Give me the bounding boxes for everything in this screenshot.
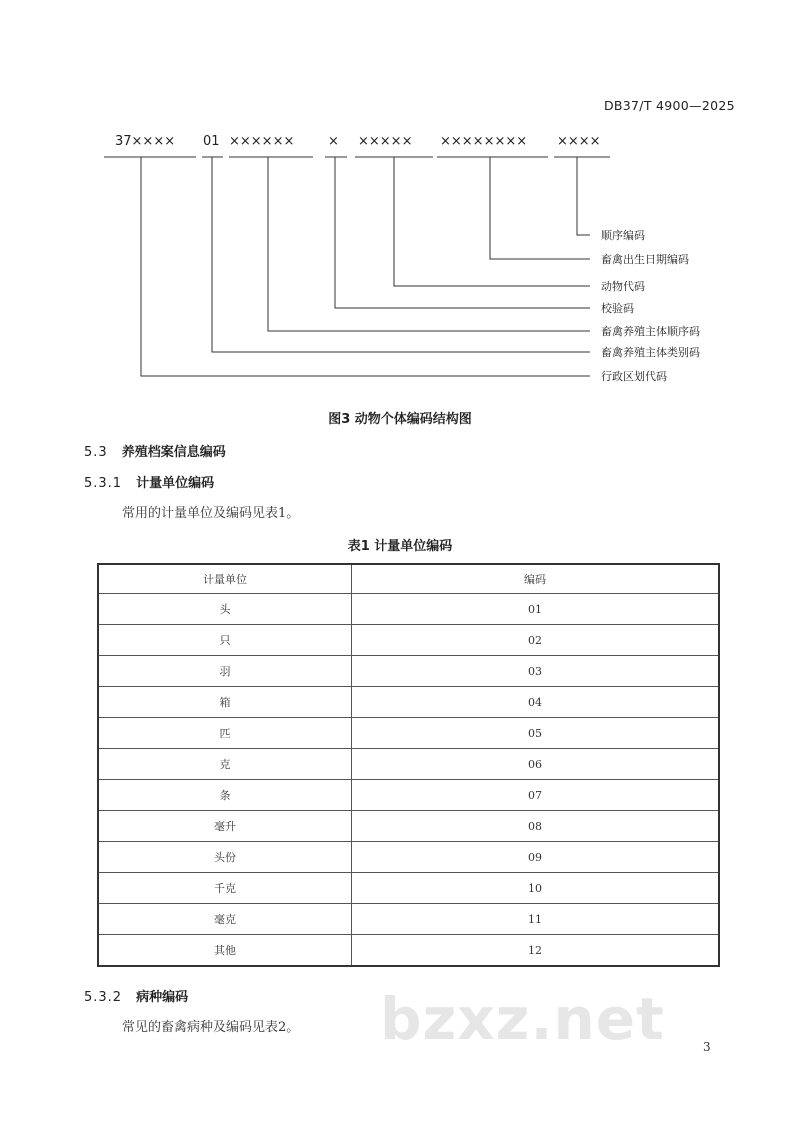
page-number: 3	[703, 1040, 711, 1054]
table-row	[98, 873, 719, 904]
section-title: 养殖档案信息编码	[121, 445, 226, 460]
section-title: 计量单位编码	[136, 476, 215, 491]
units-table	[97, 563, 720, 967]
code-segment-sequence: ××××××	[229, 134, 295, 149]
code-cell: 05	[352, 718, 720, 749]
section-5-3-2-heading	[84, 986, 188, 1005]
coding-structure-diagram	[0, 0, 800, 400]
section-number: 5.3.2	[84, 990, 123, 1005]
table-row	[98, 625, 719, 656]
code-cell: 01	[352, 594, 720, 625]
table-row	[98, 780, 719, 811]
unit-cell: 箱	[98, 687, 352, 718]
code-segment-animal: ×××××	[358, 134, 413, 149]
paragraph-table1-reference: 常用的计量单位及编码见表1。	[122, 506, 300, 521]
unit-cell: 只	[98, 625, 352, 656]
figure-caption: 图3 动物个体编码结构图	[328, 412, 472, 427]
unit-cell: 头	[98, 594, 352, 625]
section-5-3-1-heading	[84, 472, 214, 491]
label-farm-sequence-code: 畜禽养殖主体顺序码	[601, 325, 700, 338]
watermark: bzxz.net	[380, 985, 665, 1053]
section-number: 5.3	[84, 445, 108, 460]
unit-cell: 克	[98, 749, 352, 780]
paragraph-table2-reference: 常见的畜禽病种及编码见表2。	[122, 1020, 300, 1035]
section-number: 5.3.1	[84, 476, 123, 491]
table-row	[98, 935, 719, 967]
connector-lines	[141, 157, 590, 376]
unit-cell: 毫升	[98, 811, 352, 842]
label-order-code: 顺序编码	[601, 229, 645, 242]
code-cell: 07	[352, 780, 720, 811]
code-cell: 11	[352, 904, 720, 935]
table-caption: 表1 计量单位编码	[347, 539, 453, 554]
label-farm-category-code: 畜禽养殖主体类别码	[601, 346, 700, 359]
label-check-code: 校验码	[601, 302, 634, 315]
table-row	[98, 594, 719, 625]
code-cell: 04	[352, 687, 720, 718]
section-title: 病种编码	[136, 990, 189, 1005]
document-code: DB37/T 4900—2025	[604, 98, 735, 113]
code-cell: 12	[352, 935, 720, 967]
unit-cell: 其他	[98, 935, 352, 967]
header-unit: 计量单位	[98, 564, 352, 594]
code-cell: 02	[352, 625, 720, 656]
code-segment-check: ×	[328, 134, 339, 149]
code-cell: 08	[352, 811, 720, 842]
code-segment-category: 01	[203, 134, 220, 149]
code-cell: 09	[352, 842, 720, 873]
label-animal-code: 动物代码	[601, 280, 645, 293]
table-row	[98, 749, 719, 780]
code-cell: 06	[352, 749, 720, 780]
table-row	[98, 842, 719, 873]
table-row	[98, 811, 719, 842]
table-row	[98, 904, 719, 935]
code-segment-order: ××××	[557, 134, 601, 149]
unit-cell: 羽	[98, 656, 352, 687]
table-header-row	[98, 564, 719, 594]
unit-cell: 毫克	[98, 904, 352, 935]
table-row	[98, 718, 719, 749]
code-segment-region: 37××××	[115, 134, 176, 149]
header-code: 编码	[352, 564, 720, 594]
unit-cell: 头份	[98, 842, 352, 873]
label-region-code: 行政区划代码	[601, 370, 667, 383]
section-5-3-heading	[84, 441, 226, 460]
label-birthdate-code: 畜禽出生日期编码	[601, 253, 689, 266]
unit-cell: 千克	[98, 873, 352, 904]
code-cell: 10	[352, 873, 720, 904]
code-segment-birthdate: ××××××××	[440, 134, 528, 149]
unit-cell: 条	[98, 780, 352, 811]
table-row	[98, 656, 719, 687]
table-row	[98, 687, 719, 718]
unit-cell: 匹	[98, 718, 352, 749]
code-cell: 03	[352, 656, 720, 687]
